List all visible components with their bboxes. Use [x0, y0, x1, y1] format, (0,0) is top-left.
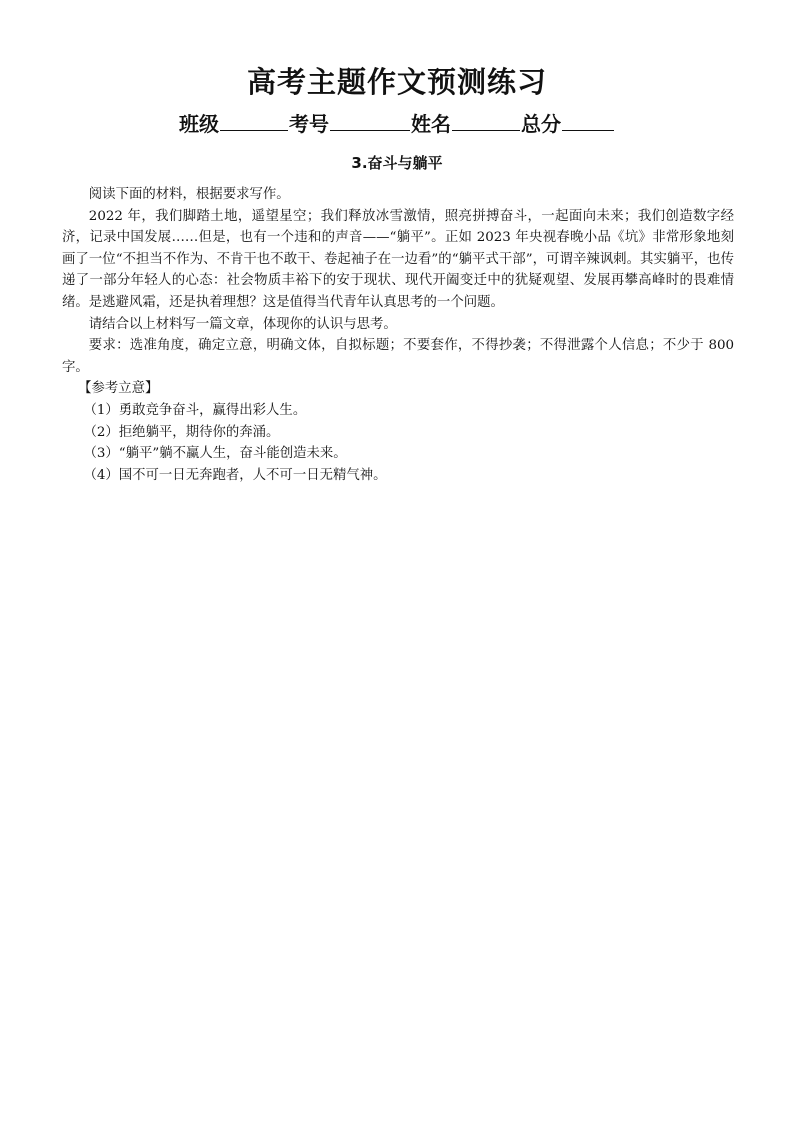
- exam-number-blank: [330, 110, 410, 131]
- name-label: 姓名: [411, 112, 451, 136]
- reference-point: （2）拒绝躺平，期待你的奔涌。: [83, 424, 280, 440]
- material-paragraph: 2022 年，我们脚踏土地，遥望星空；我们释放冰雪激情，照亮拼搏奋斗，一起面向未来；我们创造数字经济，记录中国发展……但是，也有一个违和的声音——“躺平”。正如 2023 年央视春晚小品《坑》非常形象地刻画了一位“不担当不作为、不肯干也不敢干、卷起袖子在一边看”的“躺平式干部”，可谓辛辣讽刺。其实躺平，也传递了一部分年轻人的心态：社会物质丰裕下的安于现状、现代开阖变迁中的犹疑观望、发展再攀高峰时的畏难情绪。是逃避风霜，还是执着理想？这是值得当代青年认真思考的一个问题。: [62, 208, 734, 310]
- reference-heading: 【参考立意】: [78, 381, 159, 397]
- reference-point: （3）“躺平”躺不赢人生，奋斗能创造未来。: [83, 446, 347, 462]
- name-blank: [452, 110, 520, 131]
- reference-point: （4）国不可一日无奔跑者，人不可一日无精气神。: [83, 467, 387, 483]
- page-title: 高考主题作文预测练习: [246, 65, 547, 99]
- student-info-line: [0, 110, 794, 138]
- class-blank: [220, 110, 288, 131]
- section-title: 3.奋斗与躺平: [351, 154, 443, 172]
- score-blank: [562, 110, 614, 131]
- instruction-paragraph: 阅读下面的材料，根据要求写作。: [88, 187, 290, 202]
- class-label: 班级: [179, 112, 219, 136]
- exam-number-label: 考号: [289, 112, 329, 136]
- task-paragraph: 请结合以上材料写一篇文章，体现你的认识与思考。: [88, 316, 397, 332]
- requirements-paragraph: 要求：选准角度，确定立意，明确文体，自拟标题；不要套作，不得抄袭；不得泄露个人信息；不少于 800 字。: [62, 338, 734, 375]
- essay-prompt: [62, 184, 734, 486]
- reference-point: （1）勇敢竞争奋斗，赢得出彩人生。: [83, 402, 307, 418]
- score-label: 总分: [521, 112, 561, 136]
